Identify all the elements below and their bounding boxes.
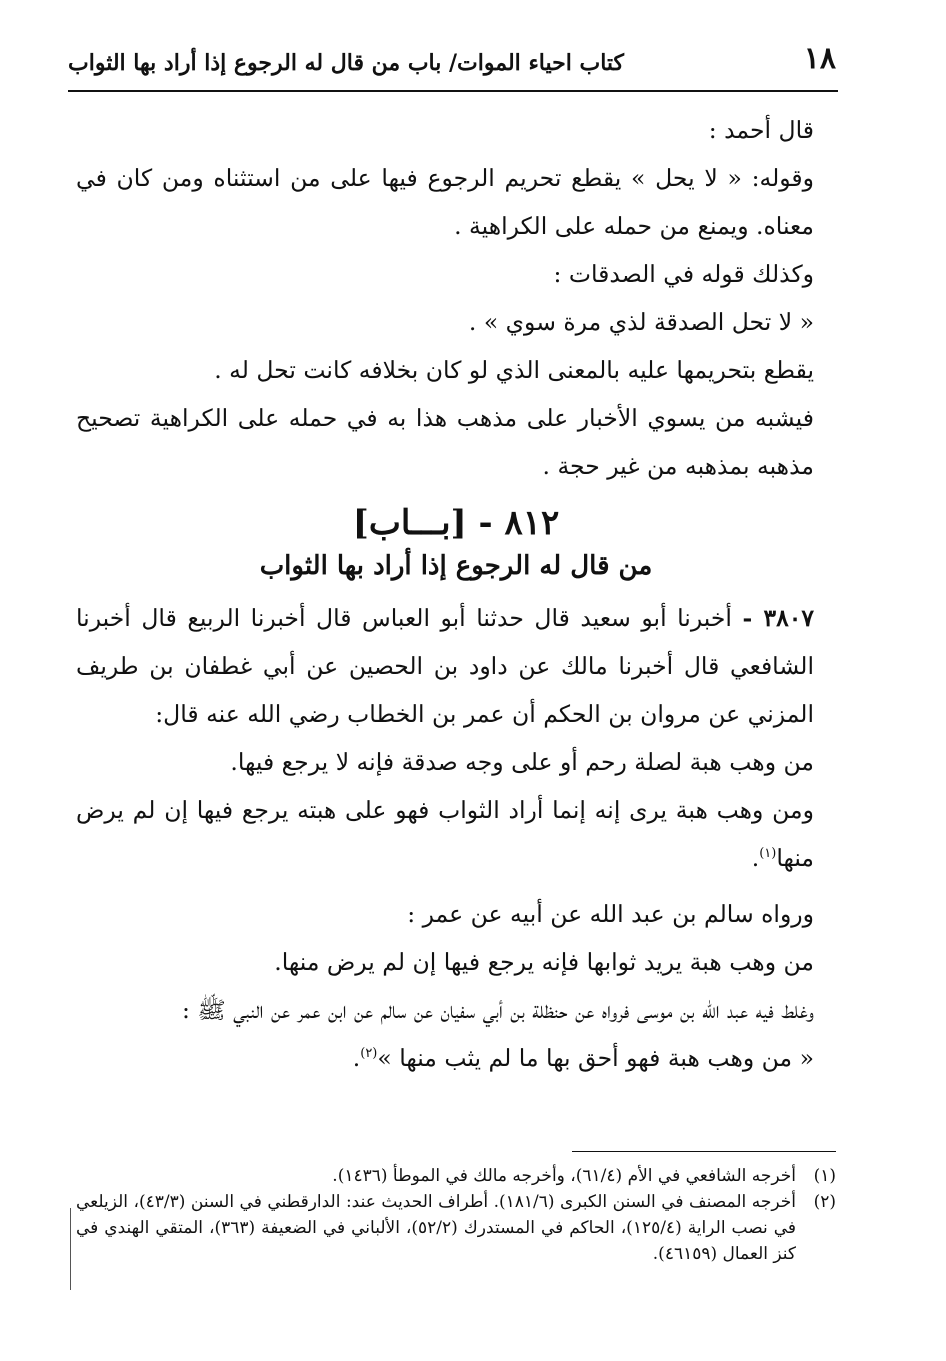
footnote-ref[interactable]: (٢) — [360, 1046, 378, 1062]
page-header — [68, 40, 836, 86]
main-text — [76, 106, 836, 1082]
footnote-marker: (٢) — [813, 1192, 836, 1212]
paragraph — [76, 1034, 836, 1082]
hadith-number: ٣٨٠٧ - — [742, 604, 814, 632]
page-number: ١٨ — [803, 41, 836, 76]
paragraph-end: . — [352, 1044, 361, 1072]
chapter-title: من قال له الرجوع إذا أراد بها الثواب — [259, 551, 653, 581]
footnote — [76, 1189, 836, 1267]
footnote-ref[interactable]: (١) — [759, 846, 777, 862]
paragraph: يقطع بتحريمها عليه بالمعنى الذي لو كان بخلافه كانت تحل له . — [214, 356, 814, 384]
footnotes — [76, 1163, 836, 1267]
chapter-heading — [76, 500, 836, 586]
margin-line — [70, 1208, 71, 1290]
paragraph: من وهب هبة لصلة رحم أو على وجه صدقة فإنه لا يرجع فيها. — [230, 748, 814, 776]
paragraph: « لا تحل الصدقة لذي مرة سوي » . — [468, 308, 814, 336]
hadith-paragraph — [76, 594, 836, 738]
chapter-number: ٨١٢ - [بـــاب] — [352, 503, 560, 543]
hadith-isnad: أخبرنا أبو سعيد قال حدثنا أبو العباس قال أخبرنا الربيع قال أخبرنا الشافعي قال أخبرنا مالك عن داود بن الحصين عن أبي غطفان بن طريف المزني عن مروان بن الحكم أن عمر بن الخطاب رضي الله عنه قال: — [76, 604, 814, 728]
paragraph: وكذلك قوله في الصدقات : — [553, 260, 814, 288]
paragraph: قال أحمد : — [708, 116, 814, 144]
running-title: كتاب احياء الموات/ باب من قال له الرجوع إذا أراد بها الثواب — [68, 50, 625, 76]
footnote-marker: (١) — [813, 1166, 836, 1186]
paragraph — [76, 786, 836, 882]
footnote-rule — [572, 1151, 836, 1152]
paragraph-text: ومن وهب هبة يرى إنه إنما أراد الثواب فهو على هبته يرجع فيها إن لم يرض منها — [76, 796, 814, 872]
paragraph: من وهب هبة يريد ثوابها فإنه يرجع فيها إن لم يرض منها. — [274, 948, 814, 976]
paragraph-end: . — [751, 844, 760, 872]
footnote-text: أخرجه المصنف في السنن الكبرى (١٨١/٦). أطراف الحديث عند: الدارقطني في السنن (٤٣/٣)، الزيلعي في نصب الراية (١٢٥/٤)، الحاكم في المستدرك (٥٢/٢)، الألباني في الضعيفة (٣٦٣)، المتقي الهندي في كنز العمال (٤٦١٥٩). — [76, 1192, 796, 1264]
paragraph-text: « من وهب هبة فهو أحق بها ما لم يثب منها » — [377, 1044, 814, 1072]
paragraph: وقوله: « لا يحل » يقطع تحريم الرجوع فيها على من استثناه ومن كان في معناه. ويمنع من حمله على الكراهية . — [76, 164, 814, 240]
footnote-text: أخرجه الشافعي في الأم (٦١/٤)، وأخرجه مالك في الموطأ (١٤٣٦). — [332, 1166, 796, 1186]
paragraph: ورواه سالم بن عبد الله عن أبيه عن عمر : — [407, 900, 814, 928]
paragraph: وغلط فيه عبد الله بن موسى فرواه عن حنظلة بن أبي سفيان عن سالم عن ابن عمر عن النبي ﷺ : — [181, 996, 814, 1024]
footnote — [76, 1163, 836, 1189]
header-rule — [68, 90, 838, 92]
paragraph: فيشبه من يسوي الأخبار على مذهب هذا به في حمله على الكراهية تصحيح مذهبه بمذهبه من غير حجة . — [76, 404, 814, 480]
